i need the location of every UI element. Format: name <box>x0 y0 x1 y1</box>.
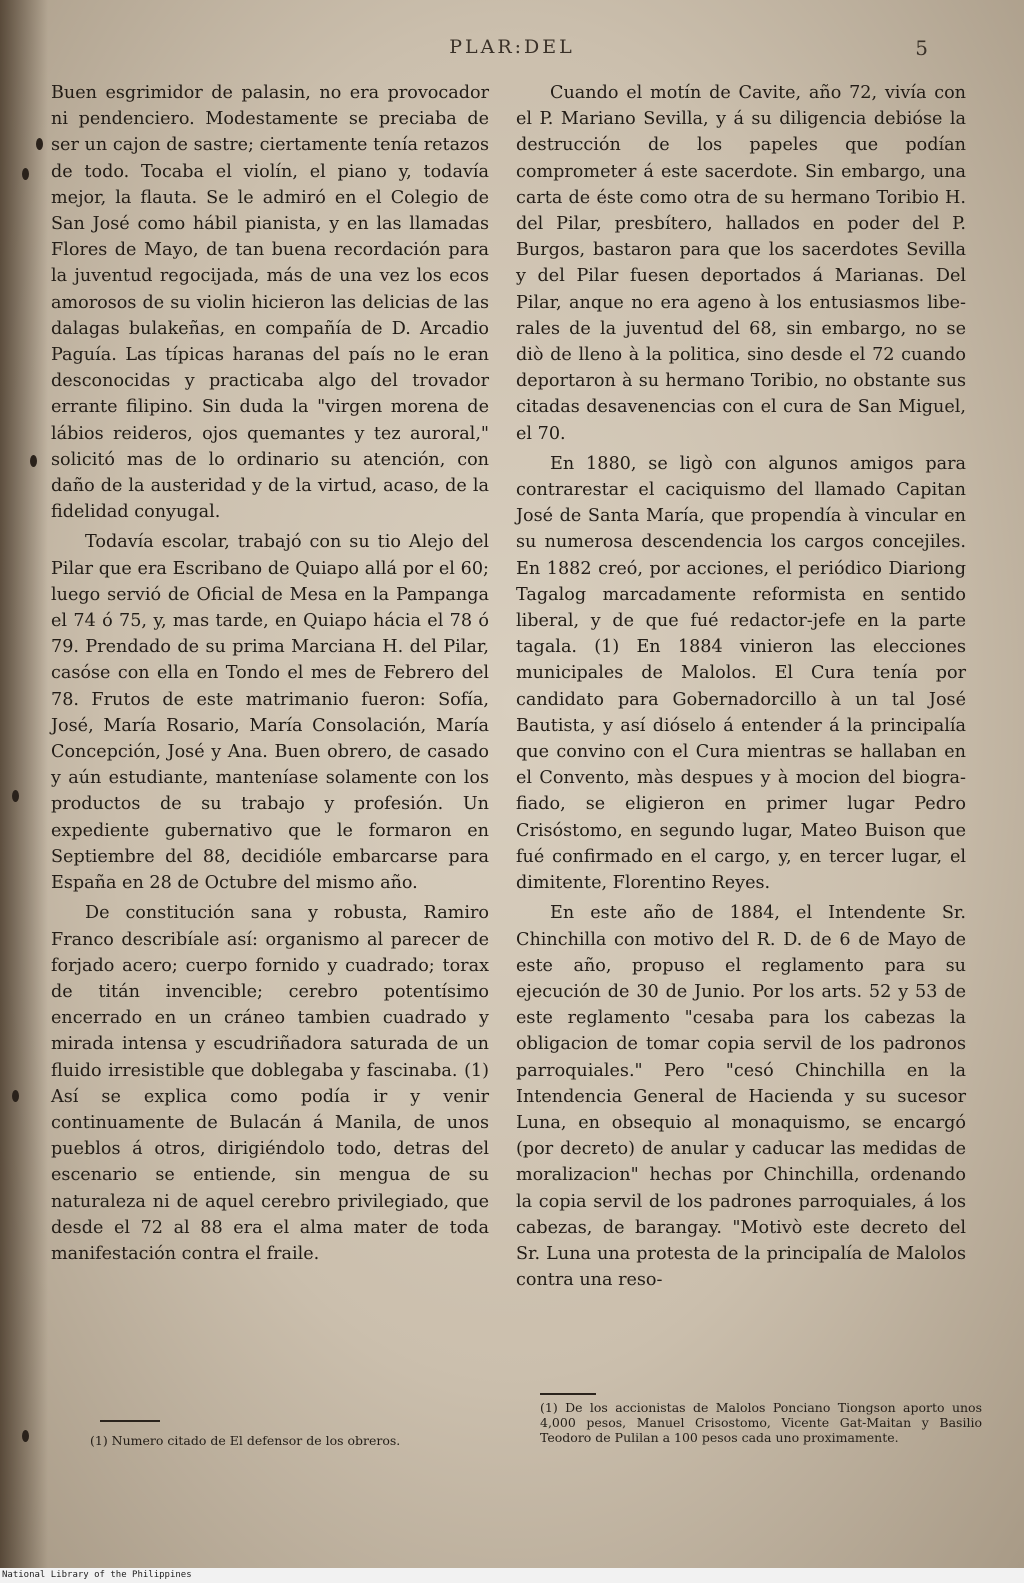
margin-mark <box>12 790 19 802</box>
right-footnote-rule <box>540 1393 596 1395</box>
scan-credit: National Library of the Philippines <box>2 1570 192 1580</box>
margin-mark <box>12 1090 19 1102</box>
left-footnote: (1) Numero citado de El defensor de los obreros. <box>90 1433 401 1448</box>
left-paragraph-1: Buen esgrimidor de palasin, no era provocador ni pendenciero. Modestamente se preciaba de ser un cajon de sastre; ciertamente tenía retazos de todo. Tocaba el violín, el piano y, todavía mejor, la flauta. Se le admiró en el Colegio de San José como hábil pianista, y en las llamadas Flores de Mayo, de tan buena recordación para la juventud regocijada, más de una vez los ecos amorosos de su violin hicieron las delicias de las dalagas bulakeñas, en compañía de D. Arcadio Paguía. Las típicas haranas del país no le eran desconocidas y practicaba algo del trovador errante filipino. Sin duda la "virgen morena de lábios reideros, ojos quemantes y tez auroral," solicitó mas de lo ordinario su atención, con daño de la austeridad y de la virtud, acaso, de la fidelidad conyugal. <box>51 83 489 523</box>
right-footnote: (1) De los accionistas de Malolos Ponciano Tiongson aporto unos 4,000 pesos, Manuel Crisostomo, Vicente Gat-Maitan y Basilio Teodoro de Pulilan a 100 pesos cada uno proximamente. <box>540 1400 982 1445</box>
left-paragraph-3: De constitución sana y robusta, Ramiro Franco describíale así: organismo al parecer de forjado acero; cuerpo fornido y cuadrado; torax de titán invencible; cerebro potentísimo encerrado en un cráneo tambien cuadrado y mirada intensa y escudriñadora saturada de un fluido irresistible que doblegaba y fascinaba. (1) Así se explica como podía ir y venir continuamente de Bulacán á Manila, de unos pueblos á otros, dirigiéndolo todo, detras del escenario se entiende, sin mengua de su naturaleza ni de aquel cerebro privilegiado, que desde el 72 al 88 era el alma mater de toda manifestación contra el fraile. <box>51 903 489 1264</box>
left-column <box>51 80 489 1271</box>
scan-credit-strip <box>0 1568 1024 1583</box>
margin-mark <box>22 1430 29 1442</box>
margin-mark <box>22 168 29 180</box>
right-paragraph-2: En 1880, se ligò con algunos amigos para contrarestar el caciquismo del llamado Capitan José de Santa María, que propendía à vincular en su numerosa descendencia los cargos concejiles. En 1882 creó, por acciones, el periódico Diariong Tagalog marcadamente reformista en sentido liberal, y de que fué redactor-jefe en la parte tagala. (1) En 1884 vinieron las elecciones municipales de Malolos. El Cura tenía por candidato para Gobernadorcillo à un tal José Bautista, y así dióselo á entender á la principalía que convino con el Cura mientras se hallaban en el Convento, màs despues y à mocion del biografiado, se eligieron en primer lugar Pedro Crisóstomo, en segundo lugar, Mateo Buison que fué confirmado en el cargo, y, en tercer lugar, el dimitente, Florentino Reyes. <box>516 453 966 894</box>
page-header <box>0 36 1024 66</box>
right-paragraph-1: Cuando el motín de Cavite, año 72, vivía con el P. Mariano Sevilla, y á su diligencia debióse la destrucción de los papeles que podían comprometer á este sacerdote. Sin embargo, una carta de éste como otra de su hermano Toribio H. del Pilar, presbítero, hallados en poder del P. Burgos, bastaron para que los sacerdotes Sevilla y del Pilar fuesen deportados á Marianas. Del Pilar, anque no era ageno à los entusiasmos liberales de la juventud del 68, sin embargo, no se diò de lleno à la politica, sino desde el 72 cuando deportaron à su hermano Toribio, no obstante sus citadas desavenencias con el cura de San Miguel, el 70. <box>516 83 966 444</box>
page-number: 5 <box>915 36 928 60</box>
running-title: PLAR:DEL <box>449 36 575 58</box>
page-binding-shadow <box>0 0 48 1568</box>
margin-mark <box>36 138 43 150</box>
left-paragraph-2: Todavía escolar, trabajó con su tio Alejo del Pilar que era Escribano de Quiapo allá por el 60; luego servió de Oficial de Mesa en la Pampanga el 74 ó 75, y, mas tarde, en Quiapo hácia el 78 ó 79. Prendado de su prima Marciana H. del Pilar, casóse con ella en Tondo el mes de Febrero del 78. Frutos de este matrimanio fueron: Sofía, José, María Rosario, María Consolación, María Concepción, José y Ana. Buen obrero, de casado y aún estudiante, manteníase solamente con los productos de su trabajo y profesión. Un expediente gubernativo que le formaron en Septiembre del 88, decidióle embarcarse para España en 28 de Octubre del mismo año. <box>51 532 489 894</box>
right-column <box>516 80 966 1297</box>
right-paragraph-3: En este año de 1884, el Intendente Sr. Chinchilla con motivo del R. D. de 6 de Mayo de este año, propuso el reglamento para su ejecución de 30 de Junio. Por los arts. 52 y 53 de este reglamento "cesaba para los cabezas la obligacion de tomar copia servil de los padronos parroquiales." Pero "cesó Chinchilla en la Intendencia General de Hacienda y su sucesor Luna, en obsequio al monaquismo, se encargó (por decreto) de anular y caducar las medidas de moralizacion" hechas por Chinchilla, ordenando la copia servil de los padrones parroquiales, á los cabezas, de barangay. "Motivò este decreto del Sr. Luna una protesta de la principalía de Malolos contra una reso- <box>516 903 966 1291</box>
left-footnote-rule <box>100 1420 160 1422</box>
margin-mark <box>30 455 37 467</box>
